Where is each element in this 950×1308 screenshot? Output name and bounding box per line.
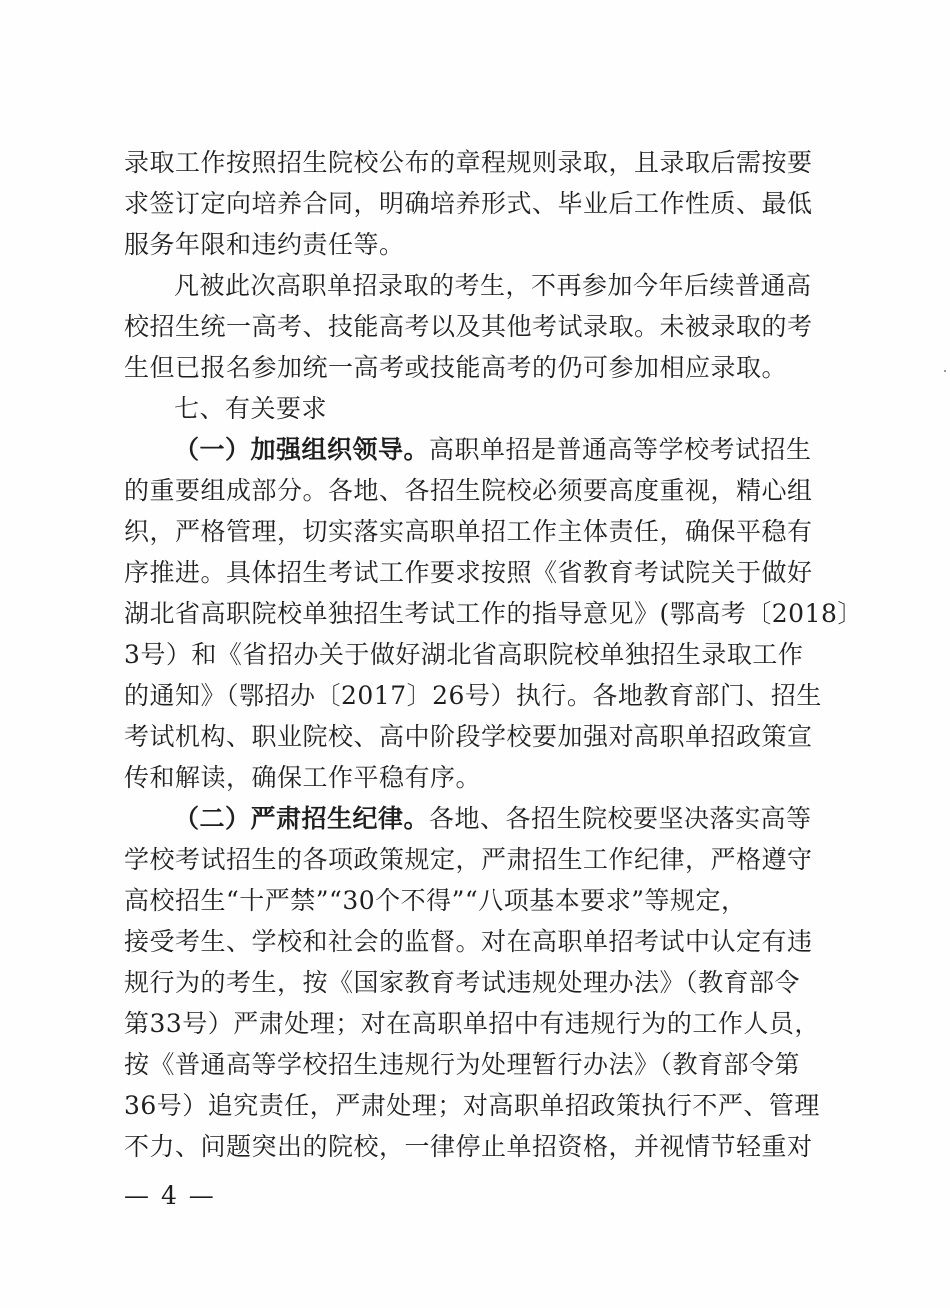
body-line: 录取工作按照招生院校公布的章程规则录取，且录取后需按要 [124, 148, 813, 177]
body-line: 36号）追究责任，严肃处理；对高职单招政策执行不严、管理 [124, 1091, 820, 1120]
subsection-heading: （二）严肃招生纪律。 [174, 804, 430, 833]
body-line: 传和解读，确保工作平稳有序。 [124, 763, 482, 792]
body-line: 按《普通高等学校招生违规行为处理暂行办法》（教育部令第 [124, 1050, 801, 1079]
body-line: 求签订定向培养合同，明确培养形式、毕业后工作性质、最低 [124, 189, 813, 218]
body-line: 服务年限和违约责任等。 [124, 230, 405, 259]
scan-speck [944, 370, 946, 372]
body-line: 校招生统一高考、技能高考以及其他考试录取。未被录取的考 [124, 312, 813, 341]
body-line: 湖北省高职院校单独招生考试工作的指导意见》(鄂高考〔2018〕 [124, 599, 863, 628]
body-line: 序推进。具体招生考试工作要求按照《省教育考试院关于做好 [124, 558, 813, 587]
body-line: 第33号）严肃处理；对在高职单招中有违规行为的工作人员， [124, 1009, 820, 1038]
body-line: 规行为的考生，按《国家教育考试违规处理办法》（教育部令 [124, 968, 801, 997]
subsection-line [174, 801, 812, 837]
page-number: — 4 — [124, 1181, 216, 1210]
body-line: 考试机构、职业院校、高中阶段学校要加强对高职单招政策宣 [124, 722, 813, 751]
body-line: 织，严格管理，切实落实高职单招工作主体责任，确保平稳有 [124, 517, 813, 546]
body-line: 的通知》（鄂招办〔2017〕26号）执行。各地教育部门、招生 [124, 681, 822, 710]
section-heading: 七、有关要求 [174, 394, 328, 423]
body-line: 的重要组成部分。各地、各招生院校必须要高度重视，精心组 [124, 476, 813, 505]
body-line: 高校招生“十严禁”“30个不得”“八项基本要求”等规定， [124, 886, 747, 915]
body-line: 不力、问题突出的院校，一律停止单招资格，并视情节轻重对 [124, 1132, 813, 1161]
body-line: 接受考生、学校和社会的监督。对在高职单招考试中认定有违 [124, 927, 813, 956]
subsection-line [174, 432, 812, 468]
body-line: 凡被此次高职单招录取的考生，不再参加今年后续普通高 [174, 271, 812, 300]
body-line: 3号）和《省招办关于做好湖北省高职院校单独招生录取工作 [124, 640, 804, 669]
body-line: 学校考试招生的各项政策规定，严肃招生工作纪律，严格遵守 [124, 845, 813, 874]
subsection-text: 各地、各招生院校要坚决落实高等 [429, 804, 812, 833]
body-line: 生但已报名参加统一高考或技能高考的仍可参加相应录取。 [124, 353, 788, 382]
subsection-text: 高职单招是普通高等学校考试招生 [429, 435, 812, 464]
subsection-heading: （一）加强组织领导。 [174, 435, 430, 464]
